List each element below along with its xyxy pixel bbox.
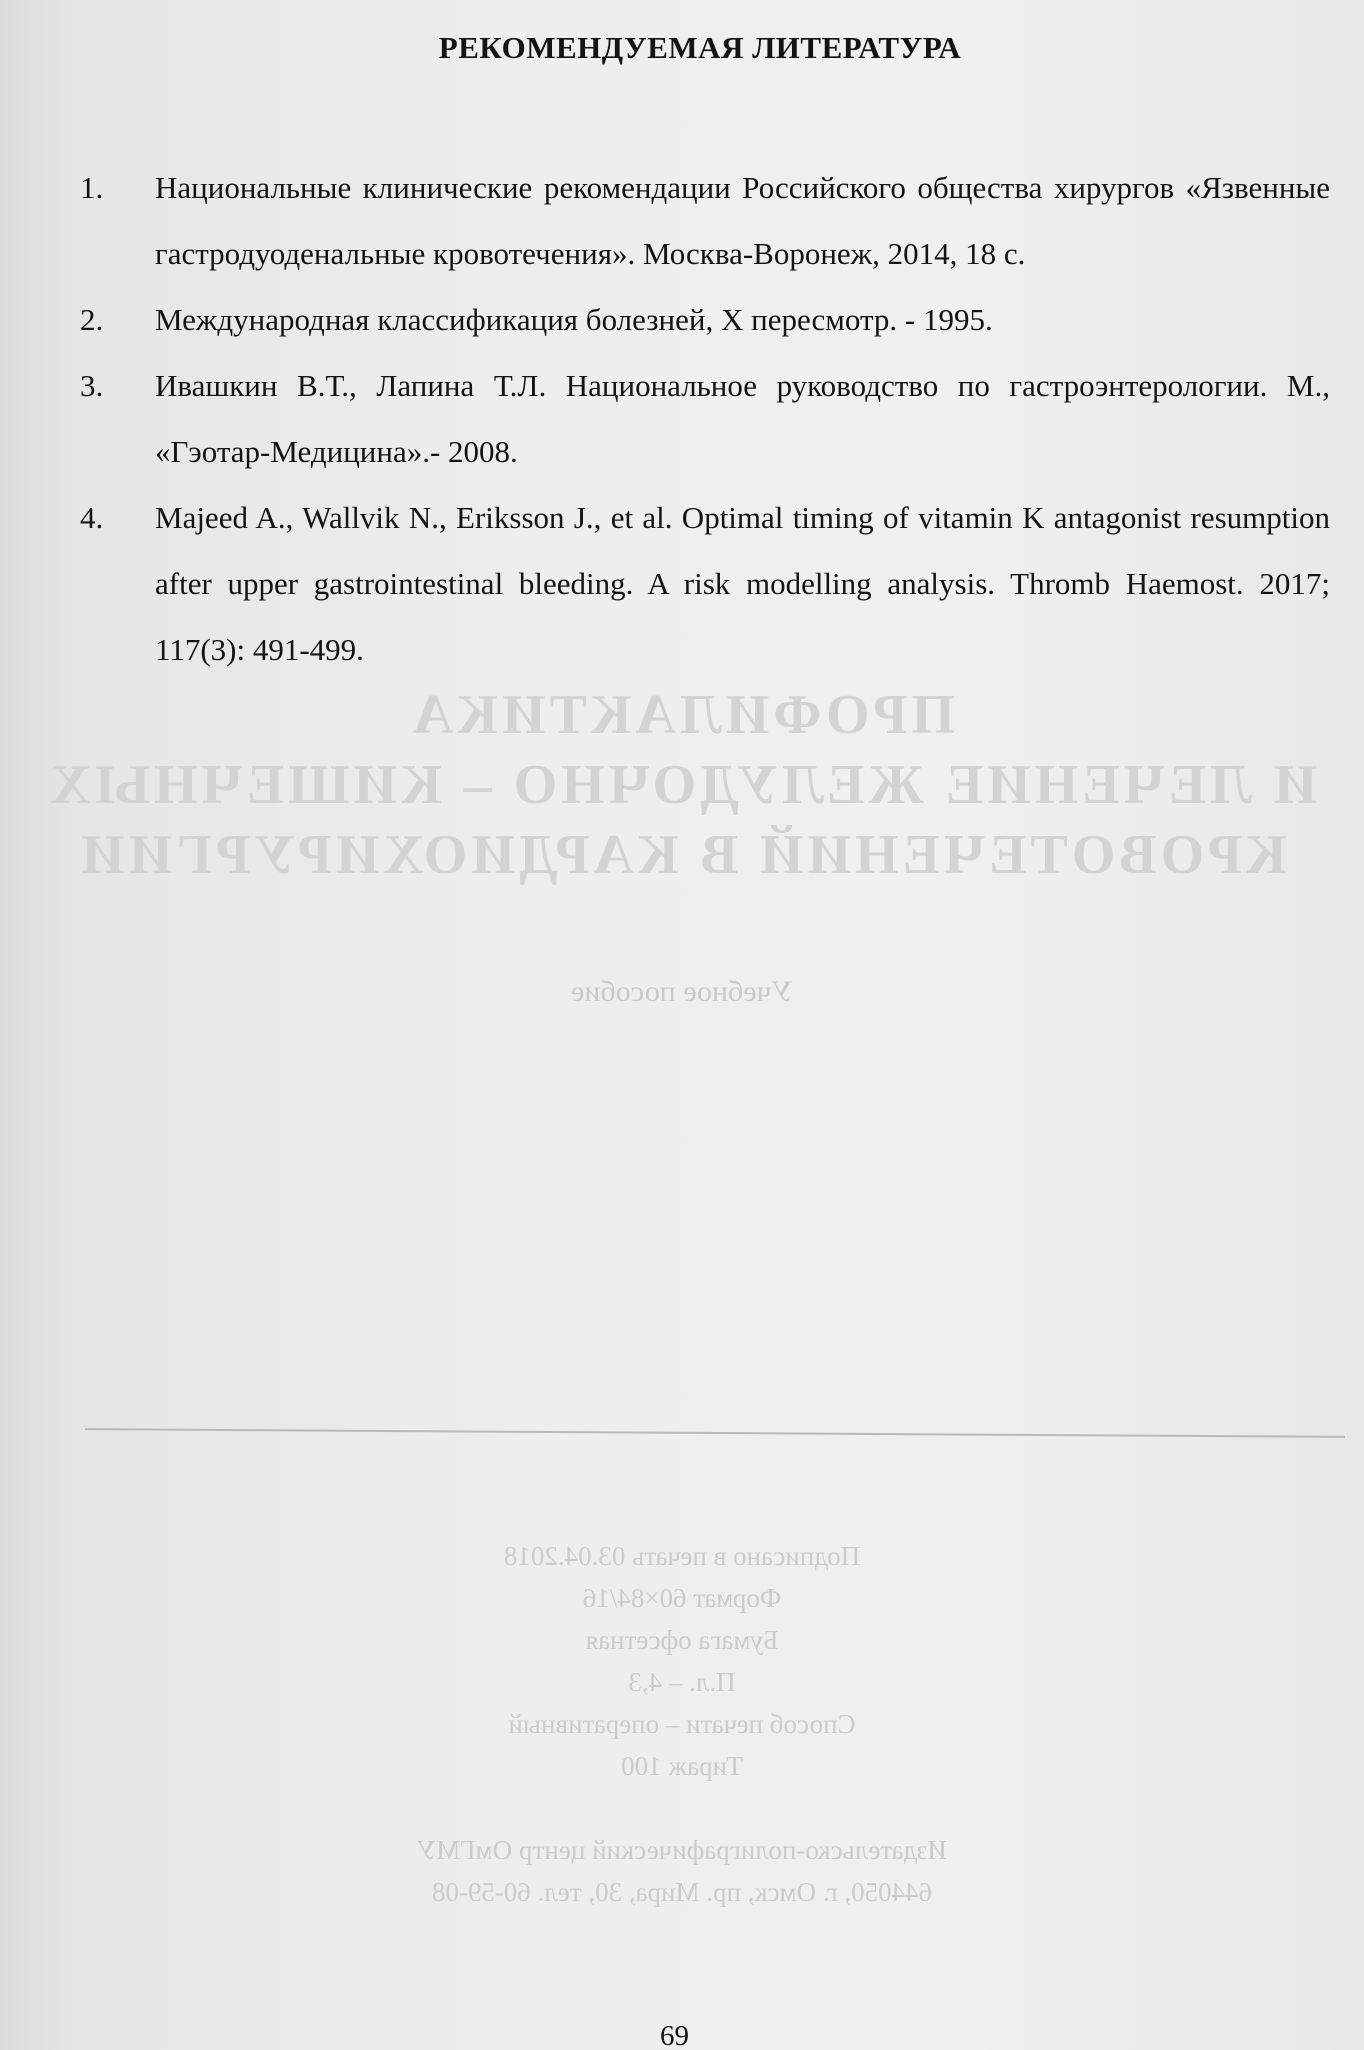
imprint-line: Бумага офсетная xyxy=(585,1625,779,1655)
reference-number: 3. xyxy=(80,368,104,403)
show-through-imprint xyxy=(0,1535,1364,1913)
imprint-line: Подписано в печать 03.04.2018 xyxy=(503,1541,861,1571)
show-through-title xyxy=(0,680,1364,890)
reference-item xyxy=(80,485,1330,683)
page-number: 69 xyxy=(660,2020,689,2050)
reference-text: Международная классификация болезней, X пересмотр. - 1995. xyxy=(155,302,993,337)
reference-item xyxy=(80,155,1330,287)
imprint-line: Тираж 100 xyxy=(621,1751,743,1781)
imprint-line: Формат 60×84/16 xyxy=(582,1583,782,1613)
show-through-title-line: И ЛЕЧЕНИЕ ЖЕЛУДОЧНО – КИШЕЧНЫХ xyxy=(46,754,1318,816)
reference-number: 4. xyxy=(80,500,104,535)
reference-item xyxy=(80,353,1330,485)
reference-number: 2. xyxy=(80,302,104,337)
reference-item xyxy=(80,287,1330,353)
reference-list xyxy=(80,155,1330,683)
show-through-title-line: ПРОФИЛАКТИКА xyxy=(408,684,956,746)
show-through-title-line: КРОВОТЕЧЕНИЙ В КАРДИОХИРУРГИИ xyxy=(77,824,1287,886)
imprint-line: Способ печати – оперативный xyxy=(508,1709,856,1739)
show-through-subtitle: Учебное пособие xyxy=(571,975,793,1008)
publisher-line: 644050, г. Омск, пр. Мира, 30, тел. 60-59-08 xyxy=(431,1877,933,1907)
reference-text: Ивашкин В.Т., Лапина Т.Л. Национальное руководство по гастроэнтерологии. М., «Гэотар-Медицина».- 2008. xyxy=(155,368,1330,469)
reference-text: Majeed A., Wallvik N., Eriksson J., et al. Optimal timing of vitamin K antagonist resumption after upper gastrointestinal bleeding. A risk modelling analysis. Thromb Haemost. 2017; 117(3): 491-499. xyxy=(155,500,1330,667)
publisher-line: Издательско-полиграфический центр ОмГМУ xyxy=(417,1835,947,1865)
imprint-line: П.л. – 4,3 xyxy=(628,1667,736,1697)
show-through-rule xyxy=(85,1428,1345,1438)
reference-number: 1. xyxy=(80,170,104,205)
reference-text: Национальные клинические рекомендации Российского общества хирургов «Язвенные гастродуоденальные кровотечения». Москва-Воронеж, 2014, 18 с. xyxy=(155,170,1330,271)
page-heading: РЕКОМЕНДУЕМАЯ ЛИТЕРАТУРА xyxy=(438,30,962,65)
